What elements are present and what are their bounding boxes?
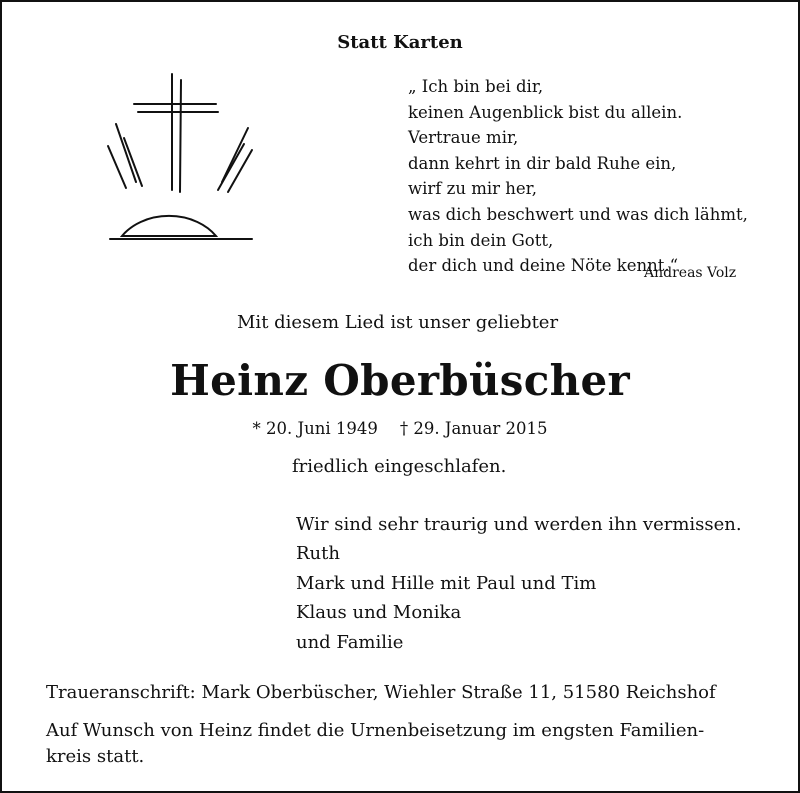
cross-sunrise-icon [104,68,254,243]
death-date: † 29. Januar 2015 [399,419,548,438]
poem-line: Vertraue mir, [408,128,519,148]
life-dates [0,419,800,438]
mourning-address: Traueranschrift: Mark Oberbüscher, Wiehler Straße 11, 51580 Reichshof [46,682,716,703]
mourner-name: Mark und Hille mit Paul und Tim [296,572,597,594]
cross-vertical-right [180,80,181,192]
poem-line: dann kehrt in dir bald Ruhe ein, [408,153,677,173]
mourner-name: Ruth [296,543,340,565]
mourners-block [296,510,742,657]
mourners-statement: Wir sind sehr traurig und werden ihn vermissen. [296,514,742,535]
poem-line: „ Ich bin bei dir, [408,77,544,96]
deceased-name: Heinz Oberbüscher [170,356,630,405]
mourner-name: und Familie [296,631,404,653]
burial-note: Auf Wunsch von Heinz findet die Urnenbeisetzung im engsten Familien-kreis statt. [46,720,705,767]
poem-author: Andreas Volz [644,265,737,281]
poem [408,74,748,279]
poem-line: ich bin dein Gott, [408,230,554,250]
intro-text: Mit diesem Lied ist unser geliebter [237,312,559,333]
poem-line: was dich beschwert und was dich lähmt, [408,204,748,224]
mourner-name: Klaus und Monika [296,602,462,624]
poem-line: wirf zu mir her, [408,179,537,199]
birth-date: * 20. Juni 1949 [252,419,378,438]
poem-line: der dich und deine Nöte kennt.“ [408,256,679,276]
passing-text: friedlich eingeschlafen. [292,456,507,477]
poem-line: keinen Augenblick bist du allein. [408,102,683,122]
notice-heading: Statt Karten [337,32,463,53]
